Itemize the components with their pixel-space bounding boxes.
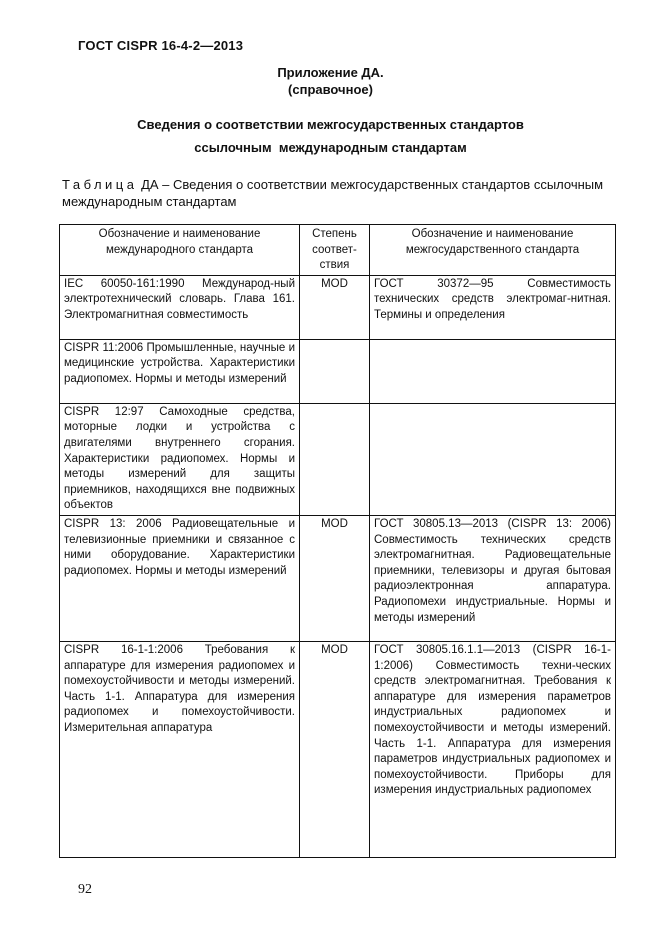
header-international-standard: Обозначение и наименование международного стандарта [60, 225, 300, 276]
table-row [60, 641, 616, 857]
table-row [60, 339, 616, 403]
international-standard-cell: CISPR 13: 2006 Радиовещательные и телевизионные приемники и связанное с ними оборудование. Характеристики радиопомех. Нормы и методы измерений [60, 515, 300, 641]
international-standard-cell: CISPR 16-1-1:2006 Требования к аппаратуре для измерения радиопомех и помехоустойчивости и методы измерений. Часть 1-1. Аппаратура для измерения радиопомех и помехоустойчивости. Измерительная аппаратура [60, 641, 300, 857]
international-standard-cell: IEC 60050-161:1990 Международ-ный электротехнический словарь. Глава 161. Электромагнитная совместимость [60, 275, 300, 339]
document-code: ГОСТ CISPR 16-4-2—2013 [78, 38, 244, 53]
table-caption-label: Таблица [62, 177, 138, 192]
appendix-heading [0, 64, 661, 98]
degree-cell: MOD [300, 641, 370, 857]
appendix-title: Приложение ДА. [277, 65, 384, 80]
interstate-standard-cell: ГОСТ 30372—95 Совместимость технических средств электромаг-нитная. Термины и определения [370, 275, 616, 339]
table-caption-text: ДА – Сведения о соответствии межгосударственных стандартов ссылочным международным стандартам [62, 177, 604, 209]
interstate-standard-cell: ГОСТ 30805.16.1.1—2013 (CISPR 16-1-1:2006) Совместимость техни-ческих средств электромагнитная. Требования к аппаратуре для измерения параметров индустриальных радиопомех и помехоустойчивости и методы измерений. Часть 1-1. Аппаратура для измерения параметров индустриальных радиопомех и помехоустойчивости. Приборы для измерения индустриальных радиопомех [370, 641, 616, 857]
section-title-line-1: Сведения о соответствии межгосударственных стандартов [137, 117, 524, 132]
interstate-standard-cell [370, 339, 616, 403]
standards-table [59, 224, 616, 858]
degree-cell: MOD [300, 515, 370, 641]
table-row [60, 275, 616, 339]
degree-cell: MOD [300, 275, 370, 339]
international-standard-cell: CISPR 12:97 Самоходные средства, моторные лодки и устройства с двигателями внутреннего сгорания. Характеристики радиопомех. Нормы и методы измерений для защиты приемников, находящихся вне подвижных объектов [60, 403, 300, 515]
degree-cell [300, 339, 370, 403]
table-row [60, 403, 616, 515]
section-title-line-2: ссылочным международным стандартам [194, 140, 467, 155]
table-header-row [60, 225, 616, 276]
interstate-standard-cell [370, 403, 616, 515]
section-title [0, 113, 661, 159]
table-row [60, 515, 616, 641]
page-number: 92 [78, 882, 92, 897]
table-caption [62, 176, 622, 210]
header-interstate-standard: Обозначение и наименование межгосударственного стандарта [370, 225, 616, 276]
international-standard-cell: CISPR 11:2006 Промышленные, научные и медицинские устройства. Характеристики радиопомех. Нормы и методы измерений [60, 339, 300, 403]
appendix-subtitle: (справочное) [288, 82, 373, 97]
header-degree-of-conformity: Степень соответ-ствия [300, 225, 370, 276]
interstate-standard-cell: ГОСТ 30805.13—2013 (CISPR 13: 2006) Совместимость технических средств электромагнитная. Радиовещательные приемники, телевизоры и другая бытовая радиоэлектронная аппаратура. Радиопомехи индустриальные. Нормы и методы измерений [370, 515, 616, 641]
degree-cell [300, 403, 370, 515]
